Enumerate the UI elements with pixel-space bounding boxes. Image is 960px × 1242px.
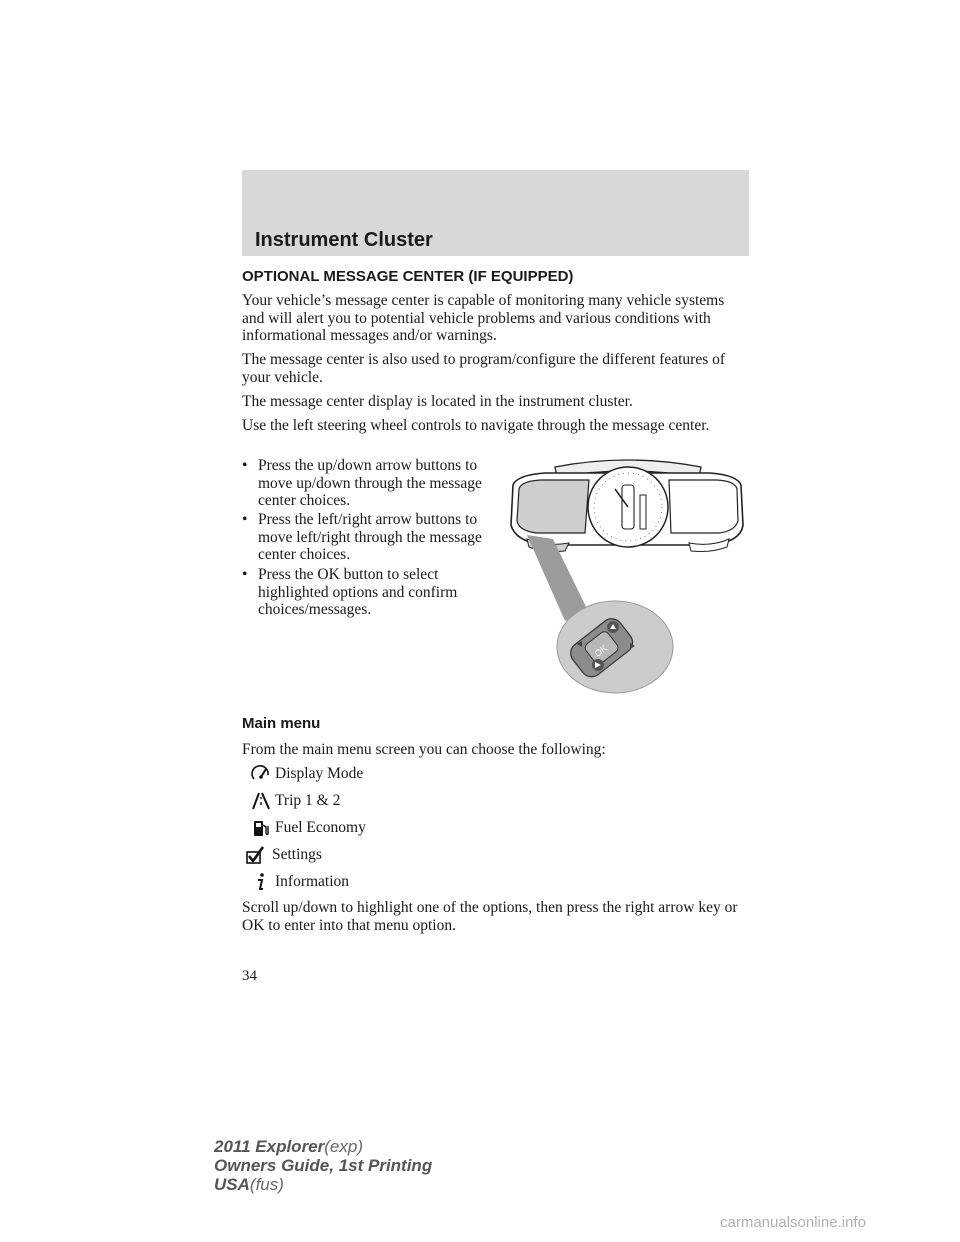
menu-item-label: Trip 1 & 2 — [275, 792, 341, 809]
footer-model-code: (exp) — [324, 1137, 363, 1156]
menu-item-display-mode — [242, 763, 542, 785]
footer-line-3 — [214, 1175, 432, 1194]
road-icon — [250, 790, 272, 812]
page-number: 34 — [242, 968, 257, 984]
steering-wheel-controls-drawing — [557, 601, 673, 693]
main-menu-intro: From the main menu screen you can choose the following: — [242, 741, 606, 758]
footer-market-code: (fus) — [249, 1175, 284, 1194]
bullet-left-right — [242, 511, 502, 564]
bullet-ok — [242, 566, 502, 619]
menu-item-label: Settings — [272, 846, 322, 863]
section-title: Instrument Cluster — [255, 229, 433, 251]
bullet-text: Press the left/right arrow buttons to move left/right through the message center choices. — [258, 511, 482, 563]
paragraph-intro: Your vehicle’s message center is capable of monitoring many vehicle systems and will alert you to potential vehicle problems and various conditions with informational messages and/or warnings. — [242, 292, 725, 344]
info-icon — [250, 871, 272, 893]
menu-item-label: Display Mode — [275, 765, 364, 782]
ok-button-label: OK — [592, 642, 610, 659]
menu-item-trip — [242, 790, 542, 812]
bullet-text: Press the up/down arrow buttons to move up/down through the message center choices. — [258, 457, 482, 509]
menu-item-label: Fuel Economy — [275, 819, 366, 836]
paragraph-program: The message center is also used to program/configure the different features of your vehicle. — [242, 351, 726, 386]
watermark: carmanualsonline.info — [720, 1214, 866, 1231]
paragraph-location: The message center display is located in the instrument cluster. — [242, 393, 633, 410]
section-heading: OPTIONAL MESSAGE CENTER (IF EQUIPPED) — [242, 268, 574, 285]
menu-item-label: Information — [275, 873, 350, 890]
footer-market: USA — [214, 1175, 250, 1194]
fuel-pump-icon — [250, 817, 272, 839]
gauge-icon — [250, 763, 272, 785]
main-menu-outro: Scroll up/down to highlight one of the options, then press the right arrow key or OK to enter into that menu option. — [242, 899, 738, 934]
print-footer — [214, 1137, 432, 1194]
menu-item-information — [242, 871, 542, 893]
bullet-dot: • — [242, 511, 248, 528]
paragraph-controls: Use the left steering wheel controls to navigate through the message center. — [242, 417, 710, 434]
instrument-cluster-drawing — [511, 460, 743, 552]
bullet-dot: • — [242, 457, 248, 474]
main-menu-heading: Main menu — [242, 715, 321, 732]
footer-line-2: Owners Guide, 1st Printing — [214, 1156, 433, 1175]
instrument-cluster-illustration — [505, 455, 750, 700]
checkmark-box-icon — [244, 844, 266, 866]
menu-item-fuel-economy — [242, 817, 542, 839]
bullet-dot: • — [242, 566, 248, 583]
bullet-up-down — [242, 457, 502, 510]
menu-item-settings — [242, 844, 542, 866]
bullet-text: Press the OK button to select highlighted options and confirm choices/messages. — [258, 566, 458, 618]
footer-model: 2011 Explorer — [214, 1137, 325, 1156]
section-header-band — [242, 170, 749, 256]
footer-line-1 — [214, 1137, 432, 1156]
